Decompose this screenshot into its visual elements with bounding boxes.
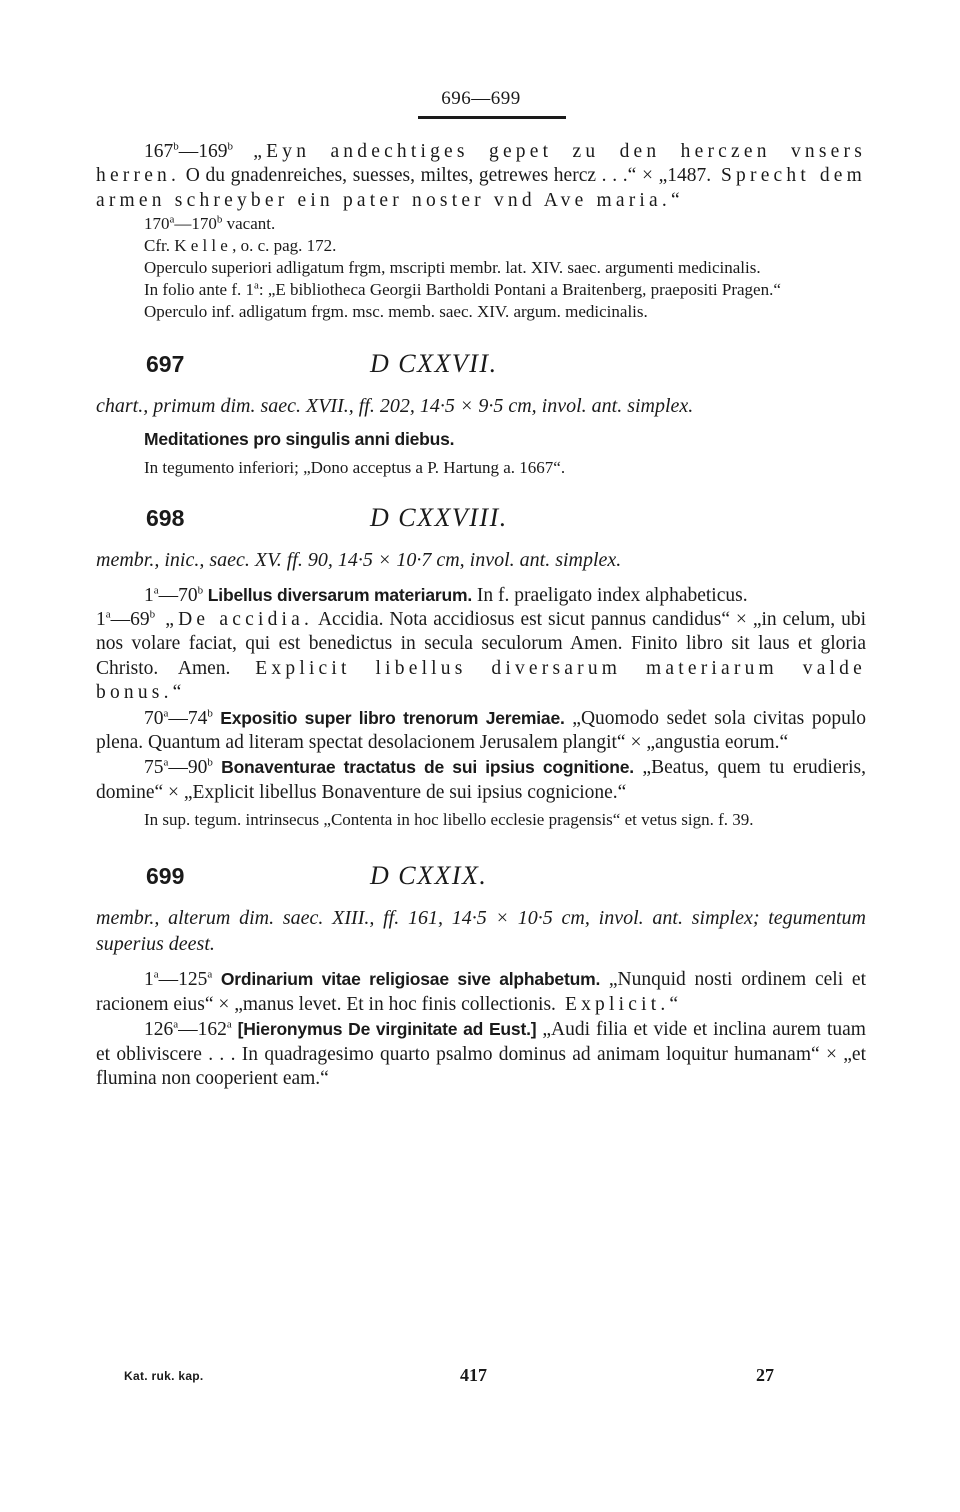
folio-sup: a — [153, 584, 159, 597]
entry-697-note: In tegumento inferiori; „Dono acceptus a P. Hartung a. 1667“. — [144, 457, 566, 477]
folio-ref: —74 — [168, 707, 208, 729]
folio-sup: b — [173, 140, 179, 153]
folio-sup: a — [169, 213, 175, 226]
footer-sheet-number: 27 — [756, 1365, 774, 1385]
explicit-spaced: Explicit.“ — [555, 993, 683, 1015]
note-folio-ante — [96, 279, 866, 301]
folio-ref: 1 — [96, 609, 106, 631]
header-rule — [418, 116, 566, 119]
folio-sup: a — [163, 756, 169, 769]
catalog-page — [96, 0, 866, 1512]
note-operculo-sup: Operculo superiori adligatum frgm, mscripti membr. lat. XIV. saec. argumenti medicinalis. — [144, 258, 761, 278]
note-operculo-inf: Operculo inf. adligatum frgm. msc. memb. saec. XIV. argum. medicinalis. — [144, 302, 648, 322]
entry-696-item — [96, 140, 866, 213]
entry-697-header — [96, 347, 866, 383]
item-text: In f. praeligato index alphabeticus. — [471, 584, 748, 606]
explicit-spaced: Explicit libellus diversarum materiarum valde bonus.“ — [96, 657, 866, 704]
entry-697-title — [96, 427, 866, 452]
work-title: Ordinarium vitae religiosae sive alphabetum. — [212, 969, 601, 990]
folio-sup: b — [216, 213, 223, 226]
folio-sup: a — [173, 1018, 179, 1031]
entry-signature: D CXXVII. — [370, 349, 498, 379]
folio-sup: a — [226, 1018, 232, 1031]
cfr-rest: , o. c. pag. 172. — [232, 236, 337, 256]
item-text: „Nunquid nosti ordinem celi et racionem eius“ × „manus levet. Et in hoc finis collectionis. — [96, 969, 866, 1015]
entry-699-header — [96, 859, 866, 895]
note-text: : „E bibliotheca Georgii Bartholdi Pontani a Braitenberg, praepositi Pragen.“ — [258, 280, 781, 300]
vacant-line — [96, 213, 866, 235]
page-body — [96, 140, 866, 1091]
cfr-label: Cfr. — [144, 236, 175, 256]
entry-698-note: In sup. tegum. intrinsecus „Contenta in hoc libello ecclesie pragensis“ et vetus sign. f. 39. — [144, 810, 754, 830]
item-text: „Quomodo sedet sola civitas populo plena. Quantum ad literam spectat desolacionem Jerusalem plangit“ × „angustia eorum.“ — [96, 707, 866, 754]
folio-ref: —70 — [158, 584, 198, 606]
entry-698-item-1 — [96, 583, 866, 608]
folio-ref: —169 — [178, 141, 228, 162]
cfr-line — [96, 235, 866, 257]
work-title: Meditationes pro singulis anni diebus. — [144, 429, 455, 450]
folio-sup: a — [254, 279, 259, 292]
work-title: [Hieronymus De virginitate ad Eust.] — [231, 1019, 537, 1040]
entry-number: 699 — [146, 863, 185, 890]
footer-page-number: 417 — [460, 1365, 487, 1385]
folio-ref: 126 — [144, 1019, 174, 1041]
entry-signature: D CXXIX. — [370, 861, 488, 891]
folio-sup: a — [163, 707, 169, 720]
folio-sup: b — [197, 584, 204, 597]
folio-ref: 70 — [144, 707, 164, 729]
folio-ref: —90 — [168, 757, 208, 779]
footer-signature-mark: Kat. ruk. kap. — [124, 1369, 204, 1383]
folio-ref: —170 — [174, 214, 217, 234]
entry-signature: D CXXVIII. — [370, 502, 508, 532]
incipit-spaced: „Eyn andechtiges gepet zu den herczen vnsers herren. — [96, 141, 866, 187]
incipit-spaced: „De accidia. — [155, 609, 314, 631]
entry-698-item-4 — [96, 755, 866, 805]
folio-sup: b — [207, 707, 213, 720]
note-text: In folio ante f. 1 — [144, 280, 254, 300]
folio-sup: b — [227, 140, 233, 153]
entry-699-description: membr., alterum dim. saec. XIII., ff. 161, 14·5 × 10·5 cm, invol. ant. simplex; tegumentum superius deest. — [96, 907, 866, 956]
entry-698-description: membr., inic., saec. XV. ff. 90, 14·5 × 10·7 cm, invol. ant. simplex. — [96, 548, 622, 571]
folio-sup: a — [105, 608, 111, 621]
entry-number: 697 — [146, 351, 185, 378]
entry-697-description: chart., primum dim. saec. XVII., ff. 202, 14·5 × 9·5 cm, invol. ant. simplex. — [96, 395, 694, 418]
folio-sup: a — [207, 968, 213, 981]
work-title: Libellus diversarum materiarum. — [203, 584, 472, 605]
folio-ref: 75 — [144, 757, 164, 779]
entry-699-item-2 — [96, 1017, 866, 1091]
folio-ref: 170 — [144, 214, 170, 234]
item-text: „Beatus, quem tu erudieris, domine“ × „Explicit libellus Bonaventure de sui ipsius cognicione.“ — [96, 757, 866, 803]
cfr-author: Kelle — [174, 236, 233, 256]
folio-ref: —125 — [158, 969, 208, 991]
vacant-text: vacant. — [222, 214, 276, 234]
page-footer — [96, 1363, 866, 1393]
folio-ref: —162 — [178, 1019, 227, 1041]
entry-number: 698 — [146, 504, 185, 531]
folio-ref: 167 — [144, 141, 174, 162]
folio-sup: b — [149, 608, 156, 621]
entry-698-item-3 — [96, 706, 866, 756]
entry-698-header — [96, 501, 866, 537]
folio-sup: a — [153, 968, 159, 981]
work-title: Bonaventurae tractatus de sui ipsius cognitione. — [212, 757, 634, 778]
entry-699-item-1 — [96, 967, 866, 1017]
folio-ref: —69 — [110, 609, 150, 631]
folio-ref: 1 — [144, 584, 154, 606]
entry-698-item-2 — [96, 608, 866, 706]
item-text: Accidia. Nota accidiosus est sicut pannus candidus“ × „in celum, ubi nos volare faciat, qui est benedictus in secula seculorum Amen. Finito libro sit laus et gloria Christo. Amen. — [96, 609, 867, 679]
work-title: Expositio super libro trenorum Jeremiae. — [212, 707, 565, 728]
folio-sup: b — [207, 756, 213, 769]
running-head: 696—699 — [441, 88, 521, 109]
folio-ref: 1 — [144, 969, 154, 991]
item-text: „Audi filia et vide et inclina aurem tuam et obliviscere . . . In quadragesimo quarto psalmo dominus ad animam loquitur humanam“ × „et flumina non cooperient eam.“ — [96, 1019, 866, 1089]
explicit-spaced: Sprecht dem armen schreyber ein pater noster vnd Ave maria.“ — [96, 165, 867, 211]
incipit-text: O du gnadenreiches, suesses, miltes, getrewes hercz . . .“ × „1487. — [180, 165, 712, 187]
